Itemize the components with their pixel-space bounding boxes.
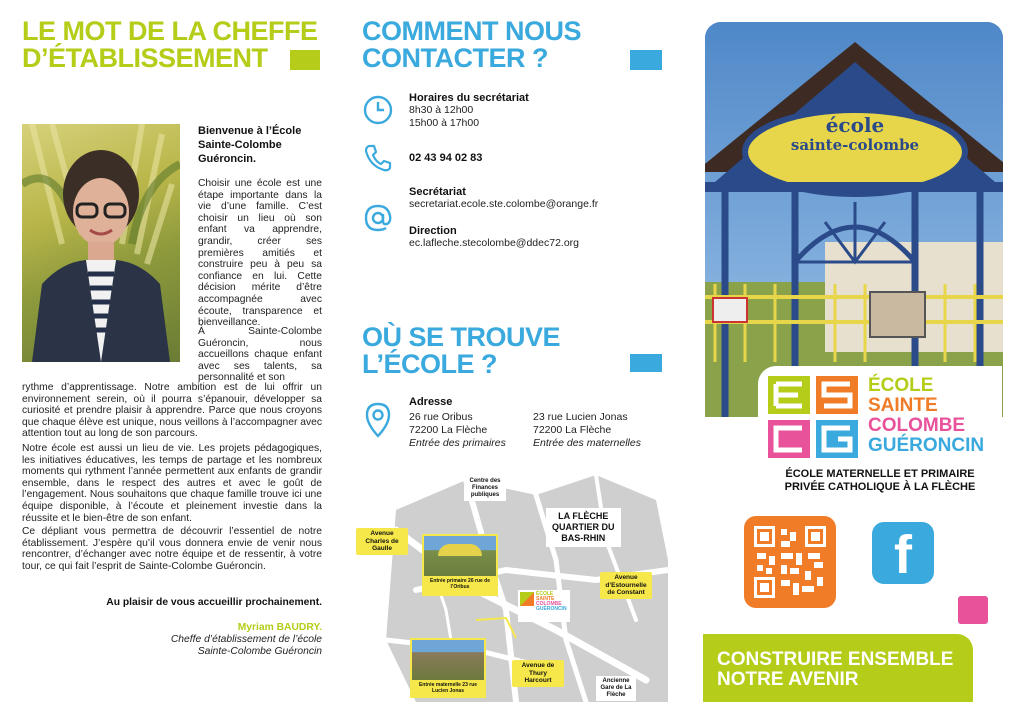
- welcome-paragraph-continued: rythme d’apprentissage. Notre ambition est de lui offrir un environnement serein, où il pourra s’épanouir, développer sa curiosité et prendre plaisir à apprendre. Parce que nous croyons que chaque élève est unique, nous veillons à l’accompagner avec attention tout au long de son parcours.: [22, 382, 322, 440]
- address-primaire: 26 rue Oribus 72200 La Flèche Entrée des primaires: [409, 411, 506, 449]
- map-label-finances: Centre des Finances publiques: [464, 476, 506, 501]
- maternelle-caption: Entrée maternelle 23 rue Lucien Jonas: [418, 682, 478, 694]
- signature-role: Cheffe d’établissement de l’école: [170, 634, 322, 645]
- school-photo: [705, 22, 1003, 417]
- hours-block: Horaires du secrétariat 8h30 à 12h00 15h00 à 17h00: [409, 92, 529, 129]
- map-photo-maternelle: [410, 638, 486, 698]
- address-maternelle: 23 rue Lucien Jonas 72200 La Flèche Entrée des maternelles: [533, 411, 641, 449]
- map-label-quartier: LA FLÈCHE QUARTIER DU BAS-RHIN: [546, 508, 621, 547]
- welcome-heading: Bienvenue à l’École Sainte-Colombe Guéroncin.: [198, 125, 302, 165]
- contact-title: COMMENT NOUS CONTACTER ?: [362, 16, 581, 73]
- slogan-banner: CONSTRUIRE ENSEMBLE NOTRE AVENIR: [703, 634, 973, 702]
- location-title: OÙ SE TROUVE L’ÉCOLE ?: [362, 322, 561, 379]
- signature-name: Myriam BAUDRY.: [237, 622, 322, 633]
- signature-block: [22, 622, 322, 658]
- secretariat-block: Secrétariat secretariat.ecole.ste.colombe@orange.fr: [409, 186, 599, 210]
- school-subtitle: ÉCOLE MATERNELLE ET PRIMAIRE PRIVÉE CATHOLIQUE À LA FLÈCHE: [784, 468, 976, 493]
- map-photo-primaire: [422, 534, 498, 596]
- logo-wordmark: ÉCOLE SAINTE COLOMBE GUÉRONCIN: [868, 375, 985, 456]
- neighbourhood-map: [356, 470, 668, 702]
- intro-paragraph: Choisir une école est une étape importante dans la vie d’une famille. C’est choisir un lieu où son enfant va apprendre, grandir, créer ses premières amitiés et construire peu à peu sa confiance en lui. Cette décision mérite d’être accompagnée avec écoute, transparence et bienveillance.: [198, 178, 322, 329]
- leaflet-paragraph: Ce dépliant vous permettra de découvrir l’essentiel de notre établissement. J’espère qu’il vous donnera envie de venir nous rencontrer, d’échanger avec notre équipe et de ressentir, à votre tour, ce qui fait l’esprit de Sainte-Colombe Guéroncin.: [22, 526, 322, 572]
- logo-monogram: [768, 376, 862, 460]
- clock-icon: [362, 94, 394, 126]
- blue-accent-square-2: [630, 354, 662, 372]
- facebook-icon: f: [894, 525, 912, 585]
- closing-line: Au plaisir de vous accueillir prochainement.: [106, 597, 322, 608]
- green-accent-square: [290, 50, 320, 70]
- map-label-charles-de-gaulle: Avenue Charles de Gaulle: [356, 528, 408, 555]
- life-paragraph: Notre école est aussi un lieu de vie. Les projets pédagogiques, les initiatives éducatives, les temps de partage et les nombreux moments qui rythment l’année permettent aux enfants de grandir ensemble, dans le respect des autres et avec le goût de l’engagement. Nous souhaitons que chaque famille trouve ici une équipe disponible, à l’écoute et pleinement investie dans la réussite et le bien-être de son enfant.: [22, 443, 322, 524]
- primaire-thumbnail: [424, 536, 496, 576]
- school-sign-text: école sainte-colombe: [790, 113, 920, 154]
- primaire-caption: Entrée primaire 26 rue de l’Oribus: [429, 578, 491, 590]
- pink-accent-square: [958, 596, 988, 624]
- secretariat-email[interactable]: secretariat.ecole.ste.colombe@orange.fr: [409, 198, 599, 210]
- map-school-logo: ÉCOLE SAINTE COLOMBE GUÉRONCIN: [518, 590, 570, 622]
- facebook-button[interactable]: [872, 522, 934, 584]
- map-label-gare: Ancienne Gare de La Flèche: [596, 676, 636, 701]
- map-label-thury-harcourt: Avenue de Thury Harcourt: [512, 660, 564, 687]
- map-label-estournelle: Avenue d’Estournelle de Constant: [600, 572, 652, 599]
- qr-code-icon: [754, 526, 826, 598]
- blue-accent-square: [630, 50, 662, 70]
- address-title: Adresse: [409, 396, 453, 408]
- phone-icon: [362, 142, 394, 174]
- maternelle-thumbnail: [412, 640, 484, 680]
- qr-code[interactable]: [744, 516, 836, 608]
- welcome-paragraph-start: À Sainte-Colombe Guéroncin, nous accueillons chaque enfant avec ses talents, sa personnalité et son: [198, 326, 322, 384]
- direction-block: Direction ec.lafleche.stecolombe@ddec72.org: [409, 225, 580, 249]
- direction-email[interactable]: ec.lafleche.stecolombe@ddec72.org: [409, 237, 580, 249]
- school-logo-card: [758, 366, 1002, 506]
- cheffe-portrait: [22, 124, 180, 362]
- cheffe-title: LE MOT DE LA CHEFFE D’ÉTABLISSEMENT: [22, 16, 318, 73]
- location-pin-icon: [364, 402, 392, 438]
- signature-school: Sainte-Colombe Guéroncin: [197, 646, 322, 657]
- at-icon: [362, 202, 394, 234]
- phone-number[interactable]: 02 43 94 02 83: [409, 152, 483, 164]
